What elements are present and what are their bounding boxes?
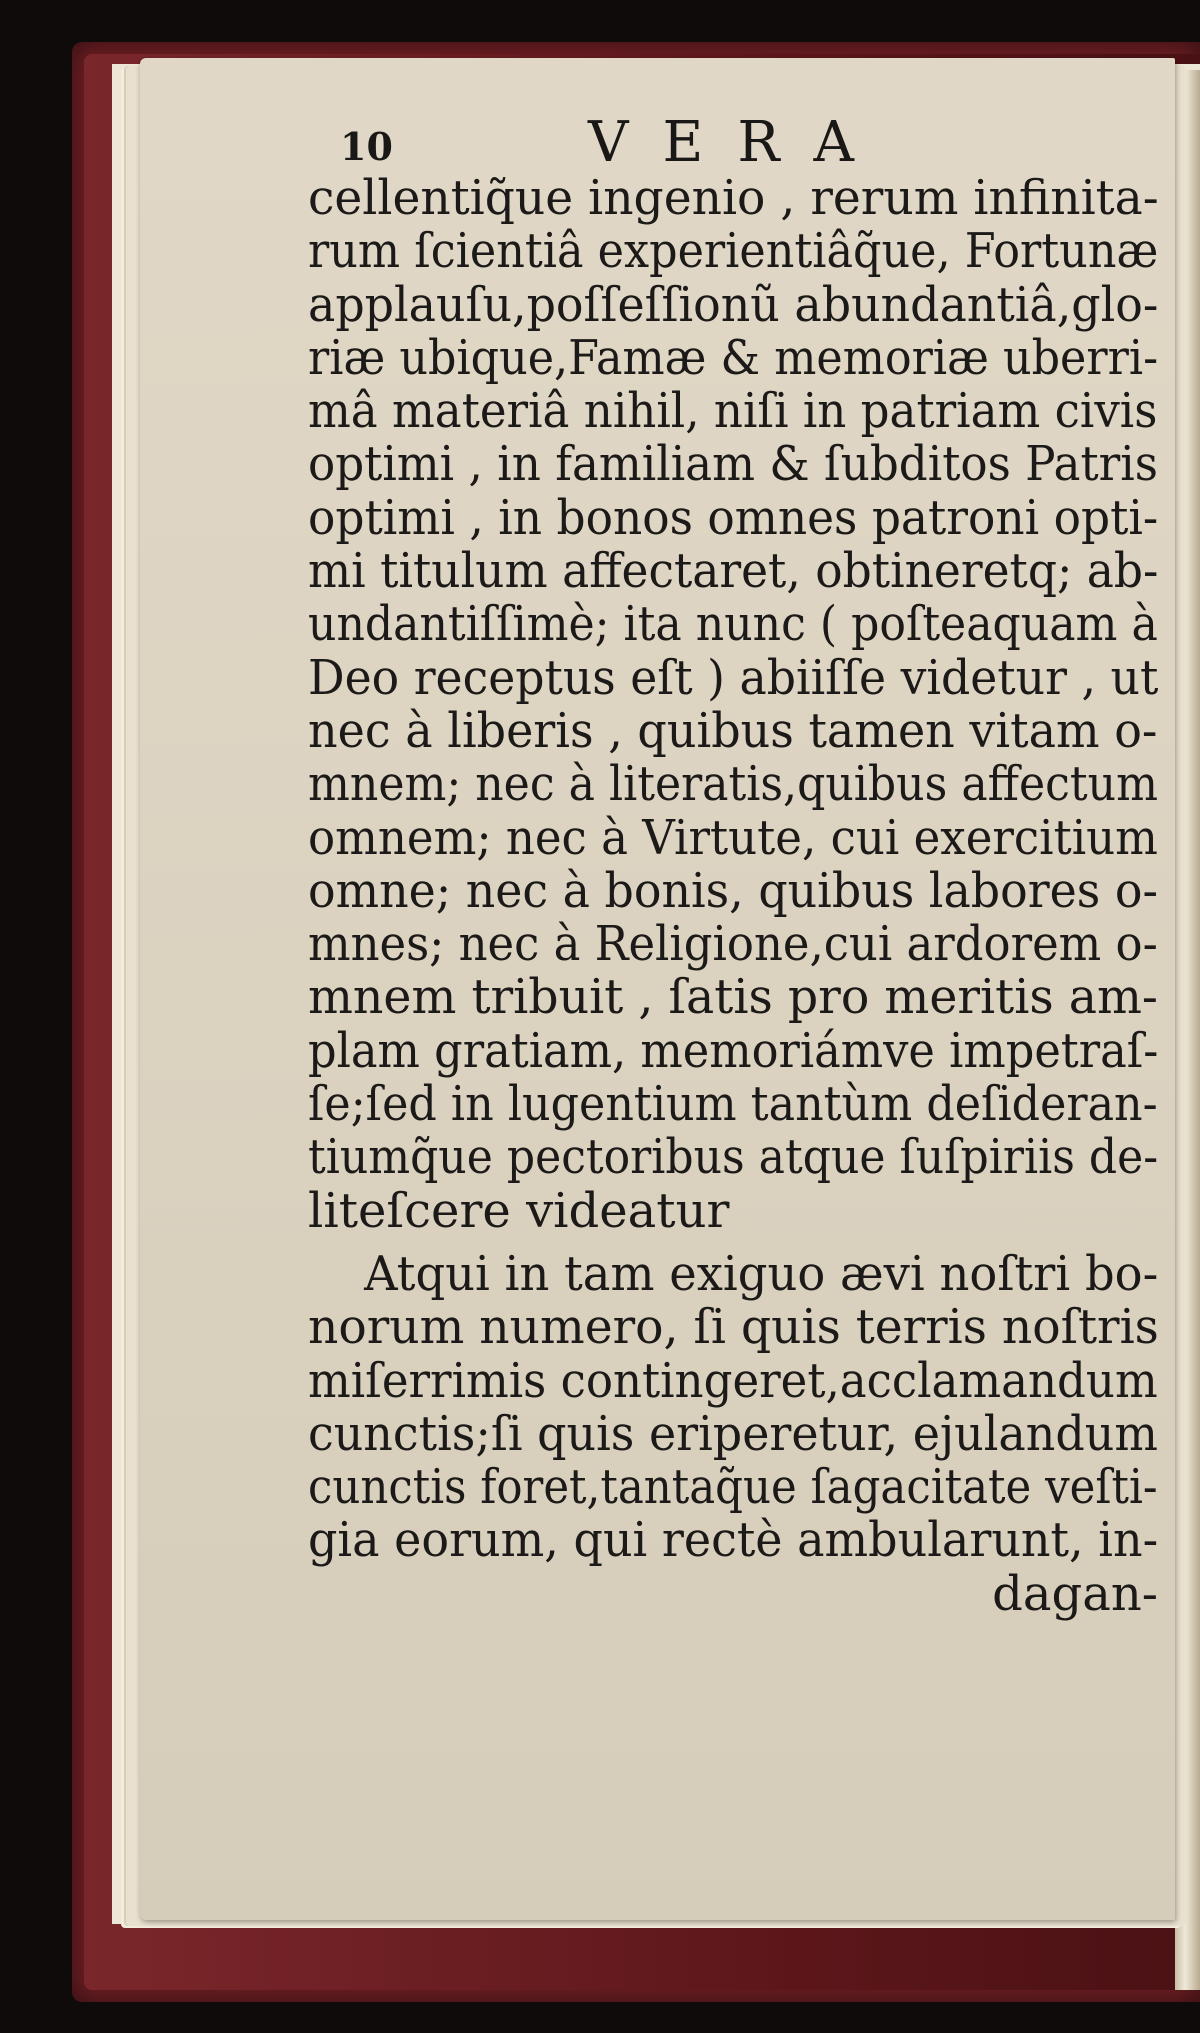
text-line: nec à liberis , quibus tamen vitam o-	[308, 702, 1158, 759]
text-line: mnes; nec à Religione,cui ardorem o-	[308, 916, 1158, 973]
text-line: liteſcere videatur	[308, 1182, 730, 1239]
text-line: cellentiq̃ue ingenio , rerum infinita-	[308, 170, 1159, 226]
text-line: omnem; nec à Virtute, cui exercitium	[308, 809, 1158, 866]
text-line: mi titulum affectaret, obtineretq; ab-	[308, 543, 1159, 600]
text-line: gia eorum, qui rectè ambularunt, in-	[308, 1512, 1159, 1569]
text-line: omne; nec à bonis, quibus labores o-	[308, 862, 1158, 919]
text-line: cunctis;ſi quis eriperetur, ejulandum	[308, 1405, 1158, 1462]
catchword: dagan-	[992, 1565, 1158, 1622]
text-line: plam gratiam, memoriámve impetraſ-	[308, 1022, 1159, 1079]
text-line: Deo receptus eſt ) abiiſſe videtur , ut	[308, 649, 1159, 706]
text-line: mnem; nec à literatis,quibus affectum	[308, 756, 1158, 813]
text-line: riæ ubique,Famæ & memoriæ uberri-	[308, 329, 1159, 386]
text-line: optimi , in bonos omnes patroni opti-	[308, 489, 1159, 546]
text-line: tiumq̃ue pectoribus atque ſuſpiriis de-	[308, 1129, 1159, 1186]
text-line: mâ materiâ nihil, niſi in patriam civis	[308, 383, 1158, 440]
text-line: ſe;ſed in lugentium tantùm deſideran-	[308, 1076, 1158, 1133]
text-line: miſerrimis contingeret,acclamandum	[308, 1352, 1158, 1409]
page-number: 10	[340, 124, 393, 169]
text-line: undantiſſimè; ita nunc ( poſteaquam à	[308, 596, 1158, 653]
body-text	[308, 172, 1158, 1621]
text-line: Atqui in tam exiguo ævi noſtri bo-	[364, 1245, 1159, 1302]
text-line: cunctis foret,tantaq̃ue ſagacitate veſti-	[308, 1459, 1158, 1516]
running-head: VERA	[588, 110, 888, 175]
text-line: norum numero, ſi quis terris noſtris	[308, 1299, 1159, 1356]
text-line: applauſu,poſſeſſionũ abundantiâ,glo-	[308, 276, 1159, 333]
text-line: rum ſcientiâ experientiâq̃ue, Fortunæ	[308, 223, 1159, 280]
text-line: optimi , in familiam & ſubditos Patris	[308, 436, 1158, 493]
text-line: mnem tribuit , ſatis pro meritis am-	[308, 969, 1158, 1026]
